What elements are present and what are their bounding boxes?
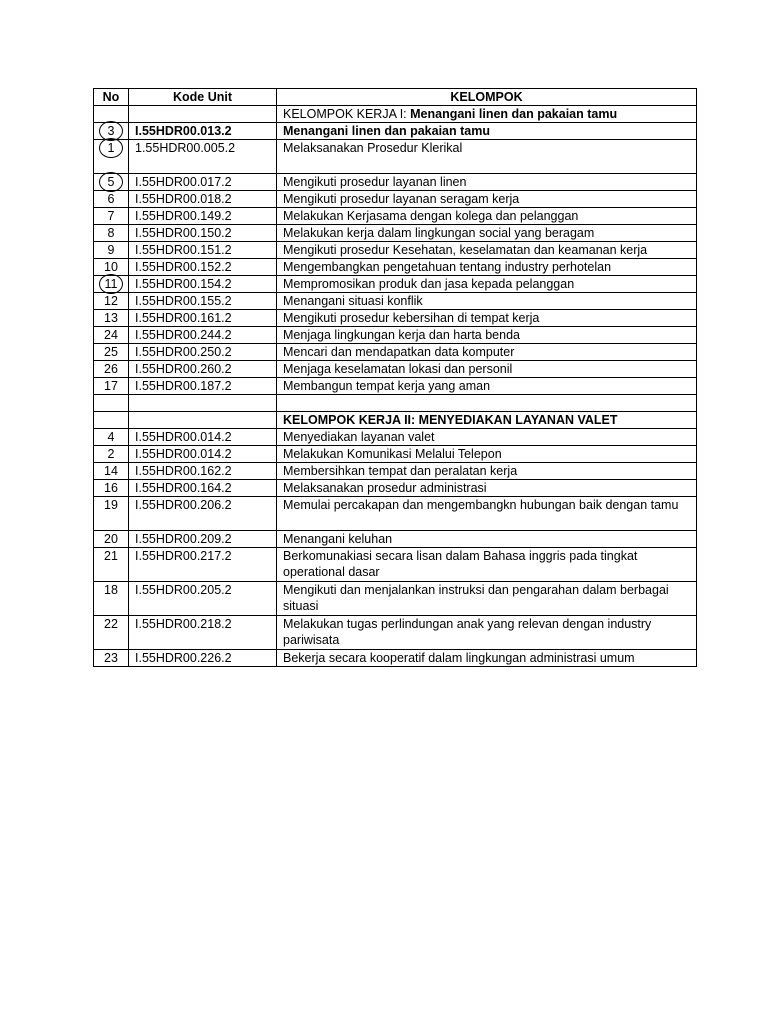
- row-number: [94, 293, 129, 310]
- unit-code: I.55HDR00.150.2: [129, 225, 277, 242]
- row-number-text: 3: [107, 124, 115, 138]
- unit-code: I.55HDR00.187.2: [129, 378, 277, 395]
- unit-title: Menangani situasi konflik: [277, 293, 697, 310]
- unit-code: I.55HDR00.218.2: [129, 616, 277, 650]
- table-row: [94, 548, 697, 582]
- unit-title: Membersihkan tempat dan peralatan kerja: [277, 463, 697, 480]
- row-number: [94, 344, 129, 361]
- table-row: [94, 242, 697, 259]
- empty-cell: [277, 395, 697, 412]
- table-row: [94, 650, 697, 667]
- group-1-prefix: KELOMPOK KERJA I:: [283, 107, 411, 121]
- unit-code: I.55HDR00.209.2: [129, 531, 277, 548]
- unit-title: Menjaga keselamatan lokasi dan personil: [277, 361, 697, 378]
- row-number-text: 8: [107, 226, 115, 240]
- table-row: [94, 208, 697, 225]
- empty-cell: [129, 412, 277, 429]
- unit-title: Mempromosikan produk dan jasa kepada pelanggan: [277, 276, 697, 293]
- table-header-row: [94, 89, 697, 106]
- row-number: [94, 225, 129, 242]
- unit-code: I.55HDR00.151.2: [129, 242, 277, 259]
- header-code: Kode Unit: [129, 89, 277, 106]
- unit-code: I.55HDR00.217.2: [129, 548, 277, 582]
- blank-row: [94, 395, 697, 412]
- table-row: [94, 344, 697, 361]
- row-number: [94, 531, 129, 548]
- row-number: [94, 582, 129, 616]
- unit-title: Mengikuti dan menjalankan instruksi dan pengarahan dalam berbagai situasi: [277, 582, 697, 616]
- row-number: [94, 208, 129, 225]
- row-number-text: 2: [107, 447, 115, 461]
- unit-title: Berkomunakiasi secara lisan dalam Bahasa inggris pada tingkat operational dasar: [277, 548, 697, 582]
- table-row: [94, 174, 697, 191]
- empty-cell: [94, 395, 129, 412]
- row-number-text: 21: [104, 549, 118, 563]
- table-row: [94, 480, 697, 497]
- table-row: [94, 140, 697, 174]
- unit-code: 1.55HDR00.005.2: [129, 140, 277, 174]
- table-row: [94, 259, 697, 276]
- group-1-header-row: [94, 106, 697, 123]
- row-number: [94, 616, 129, 650]
- row-number: [94, 429, 129, 446]
- table-row: [94, 378, 697, 395]
- row-number: [94, 361, 129, 378]
- row-number-text: 5: [107, 175, 115, 189]
- row-number-text: 14: [104, 464, 118, 478]
- unit-title: Menjaga lingkungan kerja dan harta benda: [277, 327, 697, 344]
- unit-title: Menangani linen dan pakaian tamu: [277, 123, 697, 140]
- table-row: [94, 531, 697, 548]
- table-row: [94, 361, 697, 378]
- row-number-text: 11: [104, 277, 118, 291]
- table-row: [94, 293, 697, 310]
- row-number: [94, 327, 129, 344]
- unit-title: Mencari dan mendapatkan data komputer: [277, 344, 697, 361]
- row-number-text: 13: [104, 311, 118, 325]
- table-row: [94, 191, 697, 208]
- unit-title: Melakukan tugas perlindungan anak yang relevan dengan industry pariwisata: [277, 616, 697, 650]
- unit-title: Memulai percakapan dan mengembangkn hubungan baik dengan tamu: [277, 497, 697, 531]
- unit-code: I.55HDR00.014.2: [129, 446, 277, 463]
- unit-code: I.55HDR00.226.2: [129, 650, 277, 667]
- unit-title: Melaksanakan prosedur administrasi: [277, 480, 697, 497]
- empty-cell: [129, 106, 277, 123]
- table-row: [94, 463, 697, 480]
- row-number: [94, 463, 129, 480]
- unit-code: I.55HDR00.206.2: [129, 497, 277, 531]
- unit-code: I.55HDR00.155.2: [129, 293, 277, 310]
- unit-title: Menangani keluhan: [277, 531, 697, 548]
- unit-title: Melaksanakan Prosedur Klerikal: [277, 140, 697, 174]
- unit-code: I.55HDR00.164.2: [129, 480, 277, 497]
- row-number: [94, 446, 129, 463]
- row-number-text: 17: [104, 379, 118, 393]
- row-number-text: 12: [104, 294, 118, 308]
- table-row: [94, 225, 697, 242]
- empty-cell: [94, 412, 129, 429]
- unit-code: I.55HDR00.152.2: [129, 259, 277, 276]
- unit-code: I.55HDR00.017.2: [129, 174, 277, 191]
- unit-title: Bekerja secara kooperatif dalam lingkungan administrasi umum: [277, 650, 697, 667]
- group-1-heading: [277, 106, 697, 123]
- table-row: [94, 497, 697, 531]
- row-number-text: 7: [107, 209, 115, 223]
- unit-table: [93, 88, 697, 667]
- row-number: [94, 378, 129, 395]
- unit-title: Mengikuti prosedur layanan linen: [277, 174, 697, 191]
- unit-code: I.55HDR00.205.2: [129, 582, 277, 616]
- row-number: [94, 650, 129, 667]
- row-number-text: 19: [104, 498, 118, 512]
- unit-code: I.55HDR00.250.2: [129, 344, 277, 361]
- unit-code: I.55HDR00.149.2: [129, 208, 277, 225]
- row-number: [94, 310, 129, 327]
- table-row: [94, 446, 697, 463]
- unit-code: I.55HDR00.161.2: [129, 310, 277, 327]
- unit-title: Membangun tempat kerja yang aman: [277, 378, 697, 395]
- table-row: [94, 327, 697, 344]
- row-number-text: 20: [104, 532, 118, 546]
- row-number-text: 18: [104, 583, 118, 597]
- row-number-text: 1: [107, 141, 115, 155]
- group-2-header-row: [94, 412, 697, 429]
- unit-code: I.55HDR00.018.2: [129, 191, 277, 208]
- row-number-text: 24: [104, 328, 118, 342]
- table-row: [94, 616, 697, 650]
- table-row: [94, 123, 697, 140]
- row-number: [94, 480, 129, 497]
- row-number: [94, 259, 129, 276]
- row-number-text: 23: [104, 651, 118, 665]
- unit-title: Mengikuti prosedur layanan seragam kerja: [277, 191, 697, 208]
- header-no: No: [94, 89, 129, 106]
- unit-code: I.55HDR00.260.2: [129, 361, 277, 378]
- unit-code: I.55HDR00.162.2: [129, 463, 277, 480]
- row-number: [94, 123, 129, 140]
- row-number: [94, 276, 129, 293]
- group-2-heading: KELOMPOK KERJA II: MENYEDIAKAN LAYANAN VALET: [277, 412, 697, 429]
- row-number: [94, 242, 129, 259]
- unit-title: Mengembangkan pengetahuan tentang industry perhotelan: [277, 259, 697, 276]
- row-number: [94, 497, 129, 531]
- unit-title: Melakukan Komunikasi Melalui Telepon: [277, 446, 697, 463]
- row-number: [94, 174, 129, 191]
- empty-cell: [94, 106, 129, 123]
- row-number-text: 25: [104, 345, 118, 359]
- unit-code: I.55HDR00.014.2: [129, 429, 277, 446]
- table-row: [94, 276, 697, 293]
- unit-code: I.55HDR00.244.2: [129, 327, 277, 344]
- row-number-text: 4: [107, 430, 115, 444]
- table-row: [94, 310, 697, 327]
- unit-title: Mengikuti prosedur kebersihan di tempat kerja: [277, 310, 697, 327]
- unit-title: Mengikuti prosedur Kesehatan, keselamatan dan keamanan kerja: [277, 242, 697, 259]
- unit-title: Melakukan Kerjasama dengan kolega dan pelanggan: [277, 208, 697, 225]
- unit-title: Menyediakan layanan valet: [277, 429, 697, 446]
- row-number: [94, 191, 129, 208]
- table-row: [94, 582, 697, 616]
- row-number-text: 9: [107, 243, 115, 257]
- unit-code: I.55HDR00.013.2: [129, 123, 277, 140]
- row-number-text: 22: [104, 617, 118, 631]
- row-number: [94, 140, 129, 174]
- empty-cell: [129, 395, 277, 412]
- row-number-text: 6: [107, 192, 115, 206]
- row-number-text: 10: [104, 260, 118, 274]
- unit-code: I.55HDR00.154.2: [129, 276, 277, 293]
- row-number: [94, 548, 129, 582]
- row-number-text: 16: [104, 481, 118, 495]
- table-body: [94, 106, 697, 667]
- unit-title: Melakukan kerja dalam lingkungan social yang beragam: [277, 225, 697, 242]
- group-1-title: Menangani linen dan pakaian tamu: [410, 107, 618, 121]
- row-number-text: 26: [104, 362, 118, 376]
- header-group: KELOMPOK: [277, 89, 697, 106]
- table-row: [94, 429, 697, 446]
